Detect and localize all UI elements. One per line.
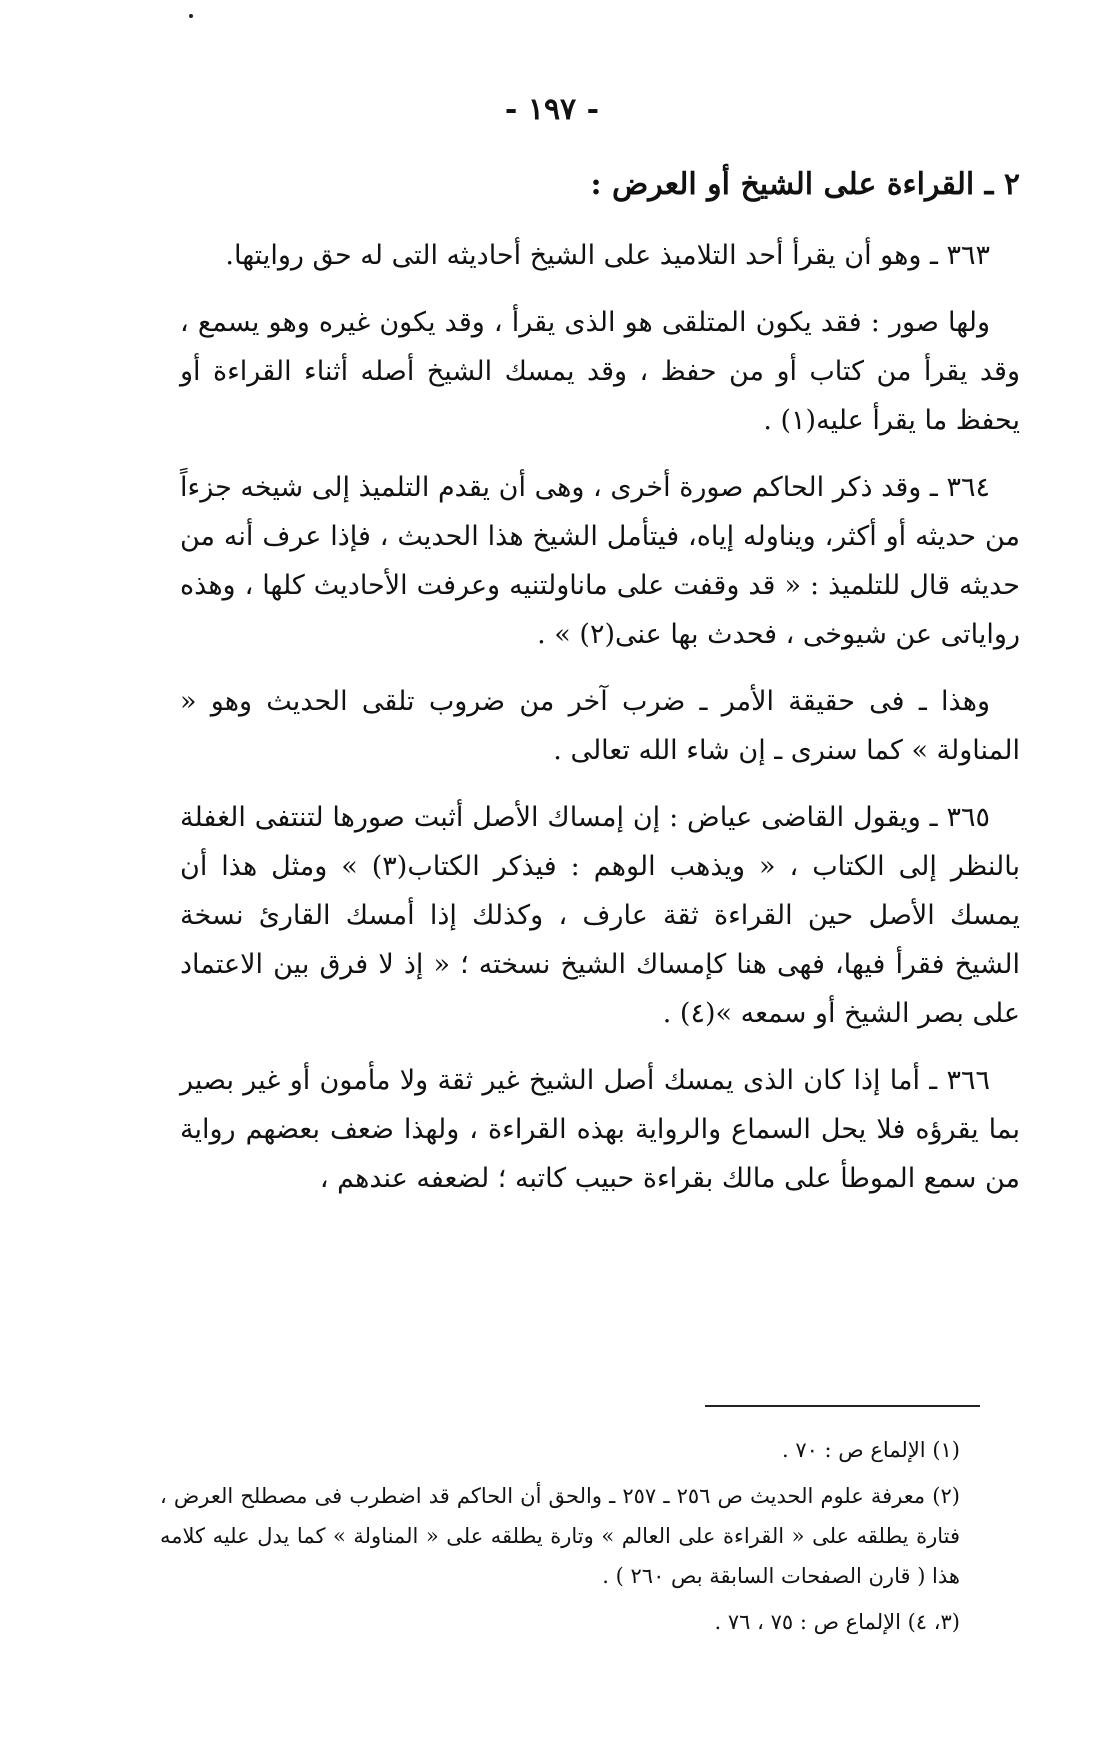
footnote-divider xyxy=(705,1405,980,1407)
footnote-2: (٢) معرفة علوم الحديث ص ٢٥٦ ـ ٢٥٧ ـ والحق أن الحاكم قد اضطرب فى مصطلح العرض ، فتارة يطلقه على « القراءة على العالم » وتارة يطلقه على « المناولة » كما يدل عليه كلامه هذا ( قارن الصفحات السابقة بص ٢٦٠ ) . xyxy=(160,1484,960,1588)
footnote-1: (١) الإلماع ص : ٧٠ . xyxy=(781,1438,960,1462)
page-number: - ١٩٧ - xyxy=(504,92,600,127)
footnotes xyxy=(160,1430,1020,1648)
paragraph-365: ٣٦٥ ـ ويقول القاضى عياض : إن إمساك الأصل أثبت صورها لتنتفى الغفلة بالنظر إلى الكتاب ، « ويذهب الوهم : فيذكر الكتاب(٣) » ومثل هذا أن يمسك الأصل حين القراءة ثقة عارف ، وكذلك إذا أمسك القارئ نسخة الشيخ فقرأ فيها، فهى هنا كإمساك الشيخ نسخته ؛ « إذ لا فرق بين الاعتماد على بصر الشيخ أو سمعه »(٤) . xyxy=(180,802,1020,1029)
paragraph-forms: ولها صور : فقد يكون المتلقى هو الذى يقرأ ، وقد يكون غيره وهو يسمع ، وقد يقرأ من كتاب أو من حفظ ، وقد يمسك الشيخ أصله أثناء القراءة أو يحفظ ما يقرأ عليه(١) . xyxy=(180,307,1020,436)
speck-mark xyxy=(189,14,193,18)
section-heading: ٢ ـ القراءة على الشيخ أو العرض : xyxy=(590,167,1020,202)
paragraph-munawala: وهذا ـ فى حقيقة الأمر ـ ضرب آخر من ضروب تلقى الحديث وهو « المناولة » كما سنرى ـ إن شاء الله تعالى . xyxy=(180,686,1020,766)
footnote-3-4: (٣، ٤) الإلماع ص : ٧٥ ، ٧٦ . xyxy=(714,1610,960,1634)
paragraph-364: ٣٦٤ ـ وقد ذكر الحاكم صورة أخرى ، وهى أن يقدم التلميذ إلى شيخه جزءاً من حديثه أو أكثر، ويناوله إياه، فيتأمل الشيخ هذا الحديث ، فإذا عرف أنه من حديثه قال للتلميذ : « قد وقفت على ماناولتنيه وعرفت الأحاديث كلها ، وهذه رواياتى عن شيوخى ، فحدث بها عنى(٢) » . xyxy=(180,472,1020,650)
main-text xyxy=(180,160,1020,1221)
paragraph-363: ٣٦٣ ـ وهو أن يقرأ أحد التلاميذ على الشيخ أحاديثه التى له حق روايتها. xyxy=(225,240,990,271)
paragraph-366: ٣٦٦ ـ أما إذا كان الذى يمسك أصل الشيخ غير ثقة ولا مأمون أو غير بصير بما يقرؤه فلا يحل السماع والرواية بهذه القراءة ، ولهذا ضعف بعضهم رواية من سمع الموطأ على مالك بقراءة حبيب كاتبه ؛ لضعفه عندهم ، xyxy=(180,1065,1020,1194)
